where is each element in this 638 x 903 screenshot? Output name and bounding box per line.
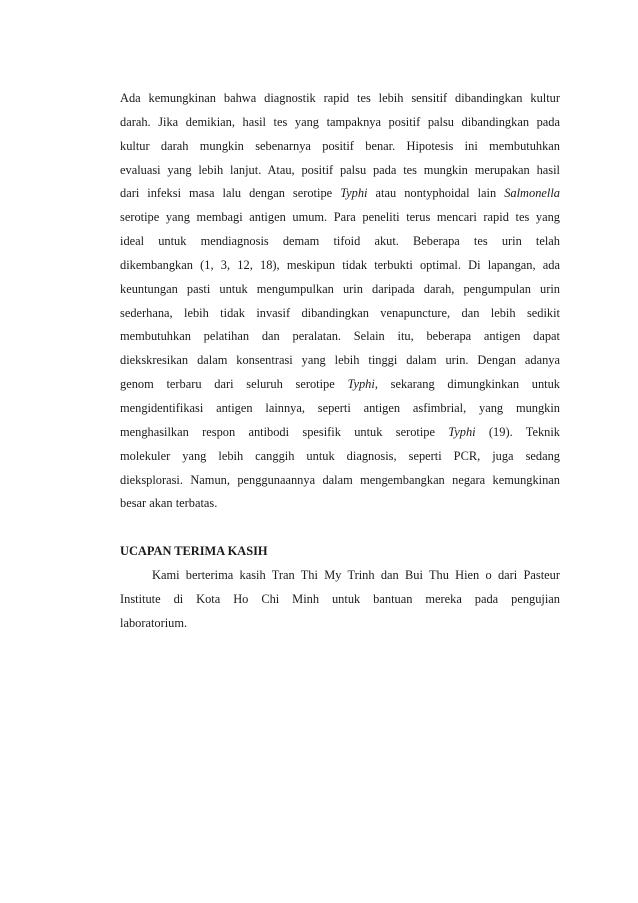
paragraph-line: darah. Jika demikian, hasil tes yang tampaknya positif palsu dibandingkan pada xyxy=(120,114,560,129)
italic-text: Typhi xyxy=(448,424,476,439)
paragraph-gap xyxy=(120,516,560,540)
paragraph-line: sederhana, lebih tidak invasif dibandingkan venapuncture, dan lebih sedikit xyxy=(120,305,560,320)
paragraph-line: Kami berterima kasih Tran Thi My Trinh dan Bui Thu Hien o dari Pasteur xyxy=(152,568,560,583)
paragraph-line: mengidentifikasi antigen lainnya, seperti antigen asfimbrial, yang mungkin xyxy=(120,400,560,415)
text-run: dari infeksi masa lalu dengan serotipe xyxy=(120,186,333,201)
paragraph-line: ideal untuk mendiagnosis demam tifoid akut. Beberapa tes urin telah xyxy=(120,234,560,249)
paragraph-line: besar akan terbatas. xyxy=(120,496,218,511)
paragraph-line: kultur darah mungkin sebenarnya positif benar. Hipotesis ini membutuhkan xyxy=(120,138,560,153)
text-run: genom terbaru dari seluruh serotipe xyxy=(120,377,335,392)
paragraph-line: Institute di Kota Ho Chi Minh untuk bantuan mereka pada pengujian xyxy=(120,591,560,606)
paragraph-line: keuntungan pasti untuk mengumpulkan urin daripada darah, pengumpulan urin xyxy=(120,281,560,296)
paragraph-line: diekskresikan dalam konsentrasi yang lebih tinggi dalam urin. Dengan adanya xyxy=(120,353,560,368)
text-run: , sekarang dimungkinkan untuk xyxy=(374,377,560,392)
paragraph-line: Ada kemungkinan bahwa diagnostik rapid tes lebih sensitif dibandingkan kultur xyxy=(120,91,560,105)
body-text xyxy=(120,87,560,636)
paragraph-line: dieksplorasi. Namun, penggunaannya dalam mengembangkan negara kemungkinan xyxy=(120,472,560,487)
paragraph-line: dikembangkan (1, 3, 12, 18), meskipun tidak terbukti optimal. Di lapangan, ada xyxy=(120,257,560,272)
italic-text: Salmonella xyxy=(504,186,560,201)
italic-text: Typhi xyxy=(347,377,375,392)
paragraph-line: molekuler yang lebih canggih untuk diagnosis, seperti PCR, juga sedang xyxy=(120,448,560,463)
paragraph-line xyxy=(120,373,560,397)
paragraph-line: serotipe yang membagi antigen umum. Para peneliti terus mencari rapid tes yang xyxy=(120,210,560,225)
paragraph-line: laboratorium. xyxy=(120,615,188,630)
paragraph-line: membutuhkan pelatihan dan peralatan. Selain itu, beberapa antigen dapat xyxy=(120,329,560,344)
section-heading: UCAPAN TERIMA KASIH xyxy=(120,544,268,559)
text-run: atau nontyphoidal lain xyxy=(375,186,497,201)
text-run: menghasilkan respon antibodi spesifik untuk serotipe xyxy=(120,424,435,439)
text-run: (19). Teknik xyxy=(488,424,560,439)
paragraph-line: evaluasi yang lebih lanjut. Atau, positif palsu pada tes mungkin merupakan hasil xyxy=(120,162,560,177)
paragraph-line xyxy=(120,421,560,445)
italic-text: Typhi xyxy=(340,186,368,201)
paragraph-line xyxy=(120,182,560,206)
